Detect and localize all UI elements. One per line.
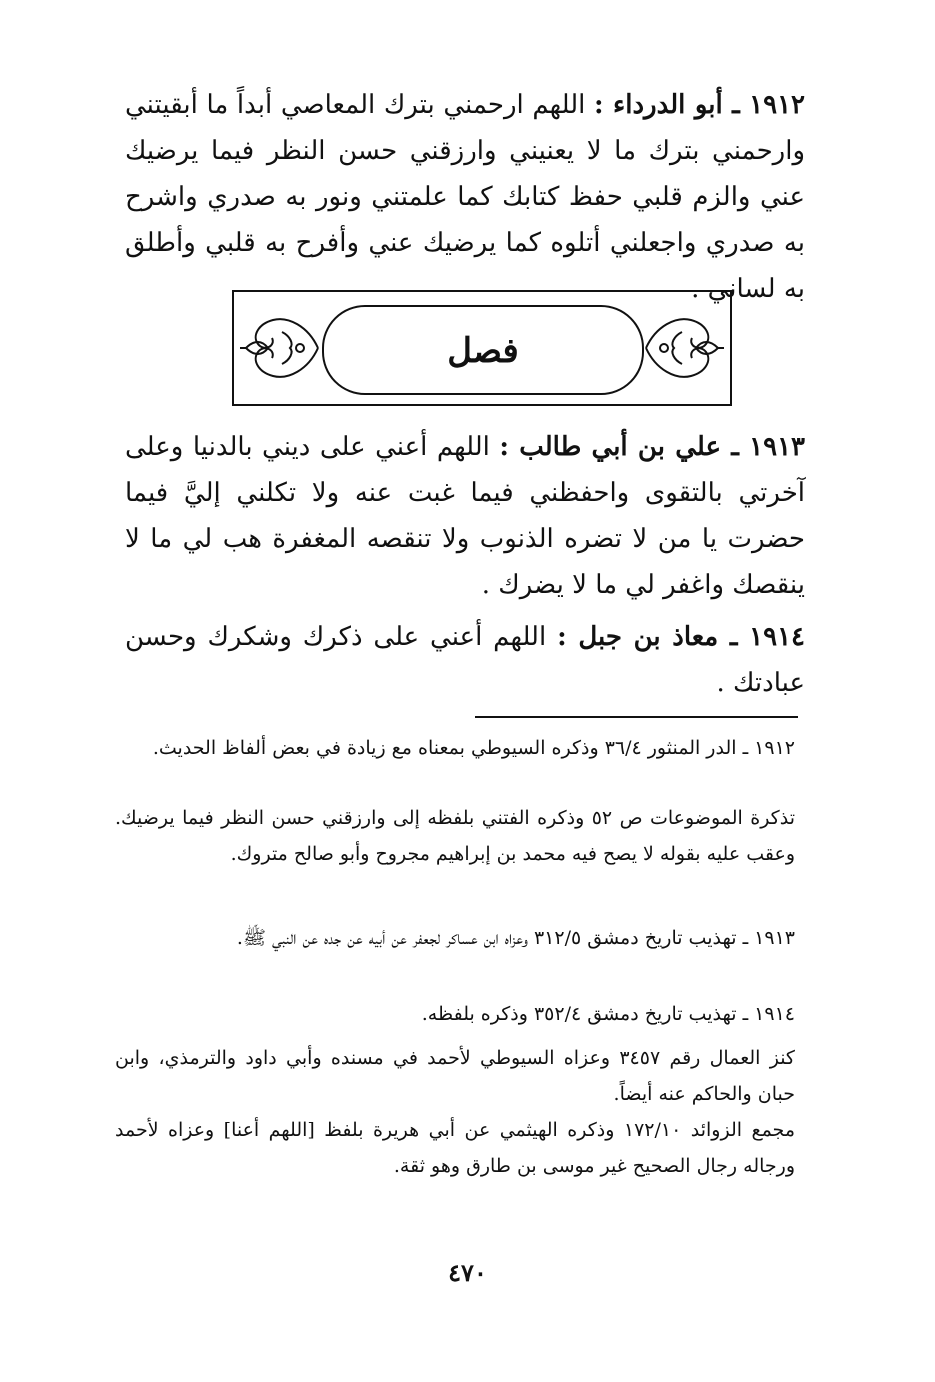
paragraph-1914 [125,614,805,706]
entry-text-1914: اللهم أعني على ذكرك وشكرك وحسن عبادتك . [125,622,805,698]
section-heading-frame [232,290,732,406]
footnote-1913-tahdhib: ١٩١٣ ـ تهذيب تاريخ دمشق ٣١٢/٥ وعزاه ابن عساكر لجعفر عن أبيه عن جده عن النبي ﷺ. [236,927,795,949]
footnote-divider [475,716,798,718]
footnote-1914-majma: مجمع الزوائد ١٧٢/١٠ وذكره الهيثمي عن أبي هريرة بلفظ [اللهم أعنا] وعزاه لأحمد ورجاله رجال الصحيح غير موسى بن طارق وهو ثقة. [115,1119,795,1177]
left-ornament-icon [238,306,324,390]
paragraph-1912 [125,82,805,312]
entry-text-1913: اللهم أعني على ديني بالدنيا وعلى آخرتي بالتقوى واحفظني فيما غبت عنه ولا تكلني إليَّ فيما حضرت يا من لا تضره الذنوب ولا تنقصه المغفرة هب لي ما لا ينقصك واغفر لي ما لا يضرك . [125,432,805,600]
footnote-1914-tahdhib: ١٩١٤ ـ تهذيب تاريخ دمشق ٣٥٢/٤ وذكره بلفظه. [421,1003,795,1025]
section-heading-fasl: فصل [447,331,519,371]
page-number: ٤٧٠ [448,1258,487,1287]
footnote-1912-tadhkira: تذكرة الموضوعات ص ٥٢ وذكره الفتني بلفظه إلى وارزقني حسن النظر فيما يرضيك. وعقب عليه بقوله لا يصح فيه محمد بن إبراهيم مجروح وأبو صالح متروك. [115,807,795,865]
heading-cartouche [322,305,644,395]
footnote-1914-kanz: كنز العمال رقم ٣٤٥٧ وعزاه السيوطي لأحمد في مسنده وأبي داود والترمذي، وابن حبان والحاكم عنه أيضاً. [115,1047,795,1105]
right-ornament-icon [640,306,726,390]
entry-text-1912: اللهم ارحمني بترك المعاصي أبداً ما أبقيتني وارحمني بترك ما لا يعنيني وارزقني حسن النظر فيما يرضيك عني والزم قلبي حفظ كتابك كما علمتني ونور به صدري واشرح به صدري واجعلني أتلوه كما يرضيك عني وأفرح به قلبي وأطلق به لساني . [125,90,805,304]
entry-number-1914: ١٩١٤ ـ معاذ بن جبل : [557,622,805,652]
footnote-1912-durr: ١٩١٢ ـ الدر المنثور ٣٦/٤ وذكره السيوطي بمعناه مع زيادة في بعض ألفاظ الحديث. [152,737,795,759]
entry-number-1913: ١٩١٣ ـ علي بن أبي طالب : [499,432,805,462]
paragraph-1913 [125,424,805,608]
entry-number-1912: ١٩١٢ ـ أبو الدرداء : [594,90,805,120]
